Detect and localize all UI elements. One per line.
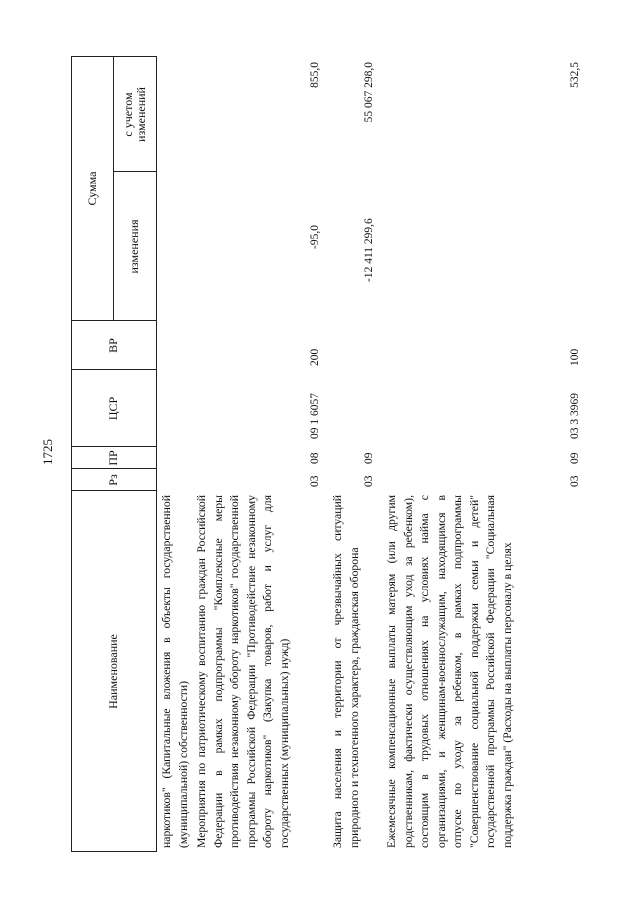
row-1-pr: 08 xyxy=(309,452,321,464)
row-1-rz: 03 xyxy=(309,475,321,487)
header-with-changes: с учетом изменений xyxy=(120,87,148,142)
row-3-name: Ежемесячные компенсационные выплаты матерям (или другим родственникам, фактически осуществляющим уход за ребенком), состоящим в трудовых отношениях на условиях найма с организациями, и женщинам-военнослужащим, находящимся в отпуске по уходу за ребенком, в рамках подпрограммы "Совершенствование социальной поддержки семьи и детей" государственной программы Российской Федерации "Социальная поддержка граждан" (Расходы на выплаты персоналу в целях xyxy=(385,495,514,848)
row-0-name: наркотиков" (Капитальные вложения в объекты государственной (муниципальной) собственности) xyxy=(160,495,190,848)
header-change: изменения xyxy=(127,219,141,274)
row-1-change: -95,0 xyxy=(309,225,321,249)
row-2-name: Защита населения и территории от чрезвычайных ситуаций природного и техногенного характера, гражданская оборона xyxy=(331,495,361,848)
row-3-csr: 03 3 3969 xyxy=(569,393,581,439)
row-1-vr: 200 xyxy=(309,348,321,366)
row-3-total: 532,5 xyxy=(569,62,581,88)
row-1-total: 855,0 xyxy=(309,62,321,88)
row-3-rz: 03 xyxy=(569,475,581,487)
header-rz: Рз xyxy=(106,474,120,486)
header-csr: ЦСР xyxy=(106,396,120,421)
row-2-change: -12 411 299,6 xyxy=(363,218,375,282)
header-vr: ВР xyxy=(106,338,120,353)
row-3-vr: 100 xyxy=(569,348,581,366)
header-name: Наименование xyxy=(106,634,120,709)
budget-table xyxy=(71,56,591,852)
page-number: 1725 xyxy=(40,439,55,465)
row-1-name: Мероприятия по патриотическому воспитанию граждан Российской Федерации в рамках подпрограммы "Комплексные меры противодействия незаконному обороту наркотиков" государственной программы Российской Федерации "Противодействие незаконному обороту наркотиков" (Закупка товаров, работ и услуг для государственных (муниципальных) нужд) xyxy=(195,495,291,848)
row-2-rz: 03 xyxy=(363,475,375,487)
row-2-total: 55 067 298,0 xyxy=(363,62,375,123)
row-3-pr: 09 xyxy=(569,452,581,464)
header-sum: Сумма xyxy=(84,171,99,206)
row-2-pr: 09 xyxy=(363,452,375,464)
row-1-csr: 09 1 6057 xyxy=(309,393,321,439)
header-pr: ПР xyxy=(106,450,120,466)
header-bottom-border xyxy=(156,56,157,852)
